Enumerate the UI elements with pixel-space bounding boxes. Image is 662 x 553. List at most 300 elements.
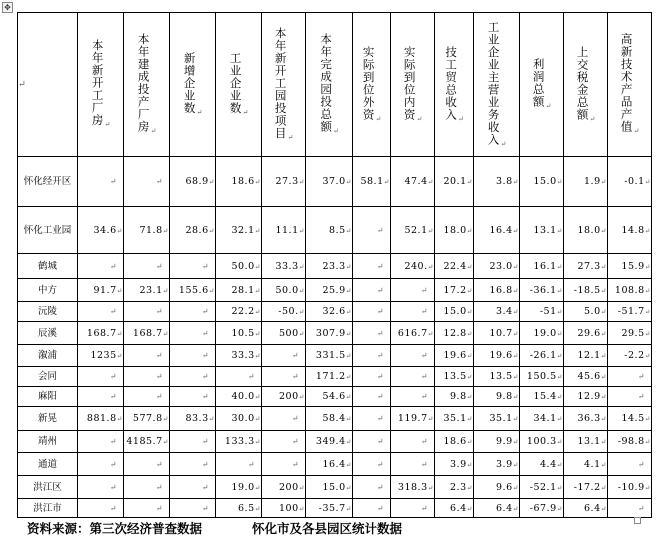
cell-end-mark: ↵: [254, 438, 261, 446]
table-row: [18, 345, 652, 367]
data-cell: [564, 407, 608, 431]
table-row: [18, 279, 652, 302]
cell-end-mark: ↵: [600, 504, 607, 513]
cell-end-mark: ↵: [644, 352, 651, 360]
data-cell: [306, 157, 353, 207]
cell-value: 18.0: [443, 224, 467, 236]
empty-cell: ↵: [170, 431, 216, 453]
cell-end-mark: ↵: [298, 393, 305, 401]
data-cell: [216, 345, 262, 367]
cell-value: 10.5: [231, 327, 255, 339]
empty-cell: ↵: [391, 367, 435, 387]
data-cell: [520, 476, 564, 499]
data-cell: [474, 453, 520, 476]
data-cell: [306, 453, 353, 476]
cell-end-mark: ↵: [600, 262, 607, 271]
data-cell: [216, 499, 262, 518]
cell-end-mark: ↵: [345, 178, 352, 186]
cell-end-mark: ↵: [254, 352, 261, 360]
empty-cell: ↵: [170, 345, 216, 367]
cell-value: 32.1: [231, 224, 255, 236]
data-cell: [520, 207, 564, 254]
cell-end-mark: ↵: [345, 393, 352, 401]
cell-end-mark: ↵: [162, 329, 169, 338]
cell-end-mark: ↵: [208, 178, 215, 186]
cell-value: 1235: [90, 350, 117, 361]
data-cell: [216, 387, 262, 407]
empty-cell: ↵: [262, 407, 306, 431]
cell-value: -51: [539, 306, 557, 317]
column-header: [564, 13, 608, 157]
cell-end-mark: ↵: [150, 127, 157, 135]
data-cell: [435, 387, 474, 407]
cell-end-mark: ↵: [512, 460, 519, 469]
cell-value: 34.1: [533, 413, 557, 424]
data-cell: [608, 254, 652, 279]
data-cell: [216, 476, 262, 499]
empty-cell: ↵: [124, 453, 170, 476]
empty-cell: ↵: [216, 367, 262, 387]
data-cell: [391, 322, 435, 345]
cell-value: 50.0: [275, 284, 299, 296]
data-cell: [124, 322, 170, 345]
cell-end-mark: ↵: [644, 226, 651, 235]
table-row: [18, 322, 652, 345]
data-cell: [474, 387, 520, 407]
empty-cell: ↵: [353, 499, 391, 518]
cell-value: 16.4: [322, 458, 346, 470]
cell-value: 11.1: [275, 224, 299, 236]
table-row: [18, 476, 652, 499]
cell-value: 19.0: [231, 481, 255, 493]
cell-end-mark: ↵: [345, 262, 352, 271]
empty-cell: ↵: [78, 476, 124, 499]
data-cell: [608, 207, 652, 254]
empty-cell: ↵: [391, 387, 435, 407]
column-header-label: 本年新开工园投项目: [273, 26, 288, 140]
empty-cell: ↵: [216, 453, 262, 476]
cell-value: 4.1: [584, 458, 601, 470]
data-cell: [474, 407, 520, 431]
cell-value: 15.0: [322, 481, 346, 493]
empty-cell: ↵: [262, 367, 306, 387]
column-header: [353, 13, 391, 157]
cell-end-mark: ↵: [644, 308, 651, 316]
column-header: [124, 13, 170, 157]
cell-value: 9.8: [496, 391, 513, 402]
cell-end-mark: ↵: [512, 504, 519, 513]
empty-cell: ↵: [170, 367, 216, 387]
cell-end-mark: ↵: [116, 415, 123, 423]
cell-end-mark: ↵: [600, 308, 607, 316]
data-cell: [306, 254, 353, 279]
data-cell: [306, 431, 353, 453]
row-label: 靖州: [18, 431, 78, 453]
cell-value: 35.1: [443, 413, 467, 424]
data-cell: [608, 302, 652, 322]
cell-end-mark: ↵: [466, 438, 473, 446]
header-row: [18, 13, 652, 157]
cell-end-mark: ↵: [556, 226, 563, 235]
cell-end-mark: ↵: [345, 226, 352, 235]
row-label: 怀化工业园: [18, 207, 78, 254]
cell-value: 14.5: [621, 413, 645, 424]
table-row: [18, 431, 652, 453]
cell-end-mark: ↵: [345, 329, 352, 338]
empty-cell: ↵: [353, 476, 391, 499]
cell-end-mark: ↵: [600, 329, 607, 338]
data-cell: [262, 157, 306, 207]
cell-end-mark: ↵: [512, 352, 519, 360]
cell-end-mark: ↵: [345, 483, 352, 492]
cell-end-mark: ↵: [162, 286, 169, 295]
cell-end-mark: ↵: [254, 262, 261, 271]
data-cell: [520, 407, 564, 431]
cell-value: 16.4: [489, 224, 513, 236]
cell-value: 15.0: [443, 306, 467, 317]
empty-cell: ↵: [353, 453, 391, 476]
data-cell: [306, 302, 353, 322]
data-cell: [564, 157, 608, 207]
empty-cell: ↵: [608, 499, 652, 518]
empty-cell: ↵: [78, 157, 124, 207]
source-footer: [27, 519, 647, 537]
cell-value: 13.5: [443, 371, 467, 382]
cell-end-mark: ↵: [512, 329, 519, 338]
cell-value: 168.7: [86, 327, 117, 339]
cell-value: 54.6: [322, 391, 346, 402]
source-label: 资料来源：第三次经济普查数据: [27, 521, 203, 536]
cell-value: 307.9: [315, 327, 346, 339]
data-cell: [474, 302, 520, 322]
empty-cell: ↵: [124, 387, 170, 407]
cell-end-mark: ↵: [162, 226, 169, 235]
empty-cell: ↵: [353, 254, 391, 279]
cell-value: 45.6: [577, 371, 601, 382]
cell-value: 318.3: [397, 481, 428, 493]
cell-value: 91.7: [93, 284, 117, 296]
data-cell: [608, 157, 652, 207]
cell-end-mark: ↵: [287, 133, 294, 142]
cell-value: 29.5: [621, 327, 645, 339]
cell-end-mark: ↵: [298, 504, 305, 513]
column-header-label: 实际到位外资: [361, 45, 376, 121]
cell-value: 30.0: [231, 413, 255, 424]
empty-cell: ↵: [170, 453, 216, 476]
row-label: 鹤城: [18, 254, 78, 279]
row-label: 通道: [18, 453, 78, 476]
cell-value: 577.8: [132, 413, 163, 424]
empty-cell: ↵: [78, 302, 124, 322]
cell-end-mark: ↵: [427, 329, 434, 338]
column-header-label: 工业企业数: [228, 51, 243, 115]
table-move-handle[interactable]: ✥: [2, 2, 13, 13]
column-header-label: 本年建成投产厂房: [136, 33, 151, 133]
cell-end-mark: ↵: [633, 127, 640, 135]
cell-end-mark: ↵: [466, 286, 473, 295]
data-cell: [391, 407, 435, 431]
empty-cell: ↵: [608, 367, 652, 387]
data-cell: [391, 207, 435, 254]
cell-end-mark: ↵: [545, 102, 552, 110]
data-cell: [306, 387, 353, 407]
column-header: [262, 13, 306, 157]
data-cell: [520, 279, 564, 302]
data-cell: [170, 157, 216, 207]
data-cell: [78, 322, 124, 345]
data-cell: [520, 322, 564, 345]
cell-end-mark: ↵: [116, 286, 123, 295]
data-cell: [262, 476, 306, 499]
column-header-label: 新增企业数: [182, 51, 197, 115]
data-cell: [474, 345, 520, 367]
cell-end-mark: ↵: [556, 393, 563, 401]
column-header: [78, 13, 124, 157]
empty-cell: ↵: [170, 499, 216, 518]
data-cell: [608, 345, 652, 367]
data-cell: [306, 345, 353, 367]
data-cell: [435, 453, 474, 476]
cell-value: 6.4: [584, 502, 601, 514]
cell-value: 27.3: [577, 260, 601, 272]
empty-cell: ↵: [170, 254, 216, 279]
cell-end-mark: ↵: [162, 438, 169, 446]
cell-end-mark: ↵: [345, 460, 352, 469]
cell-value: 108.8: [614, 284, 645, 296]
row-label: 洪江市: [18, 499, 78, 518]
cell-value: 32.6: [322, 306, 346, 317]
data-cell: [520, 453, 564, 476]
cell-end-mark: ↵: [254, 483, 261, 492]
cell-value: -98.8: [617, 436, 645, 447]
cell-value: 12.1: [577, 350, 601, 361]
data-cell: [474, 254, 520, 279]
empty-cell: ↵: [353, 387, 391, 407]
cell-value: 3.8: [496, 176, 513, 187]
cell-value: 240.: [404, 260, 428, 272]
cell-end-mark: ↵: [416, 114, 423, 123]
cell-value: 68.9: [185, 176, 209, 187]
cell-value: 2.3: [450, 481, 467, 493]
data-cell: [435, 345, 474, 367]
cell-value: -18.5: [573, 284, 601, 296]
cell-end-mark: ↵: [589, 114, 596, 123]
row-label: 会同: [18, 367, 78, 387]
data-cell: [435, 157, 474, 207]
data-cell: [435, 367, 474, 387]
cell-end-mark: ↵: [345, 504, 352, 513]
cell-end-mark: ↵: [375, 114, 382, 123]
cell-value: 19.0: [533, 327, 557, 339]
data-cell: [391, 476, 435, 499]
data-cell: [262, 499, 306, 518]
cell-end-mark: ↵: [556, 483, 563, 492]
table-row: [18, 254, 652, 279]
cell-value: 15.4: [533, 391, 557, 402]
data-cell: [608, 476, 652, 499]
column-header: [435, 13, 474, 157]
cell-value: -35.7: [318, 502, 346, 514]
data-cell: [306, 476, 353, 499]
cell-value: -0.1: [624, 176, 645, 187]
column-header: [170, 13, 216, 157]
cell-end-mark: ↵: [254, 504, 261, 513]
cell-value: 349.4: [315, 436, 346, 447]
cell-value: 47.4: [404, 176, 428, 187]
cell-end-mark: ↵: [196, 108, 203, 117]
cell-end-mark: ↵: [556, 262, 563, 271]
cell-end-mark: ↵: [556, 352, 563, 360]
empty-cell: ↵: [124, 157, 170, 207]
cell-end-mark: ↵: [466, 308, 473, 316]
data-cell: [474, 431, 520, 453]
data-cell: [474, 367, 520, 387]
cell-value: 12.8: [443, 327, 467, 339]
cell-value: 3.4: [496, 306, 513, 317]
empty-cell: ↵: [78, 387, 124, 407]
cell-value: 4.4: [540, 458, 557, 470]
data-cell: [435, 499, 474, 518]
column-header: [306, 13, 353, 157]
column-header-label: 工业企业主营业务收入: [486, 20, 501, 146]
cell-value: 10.7: [489, 327, 513, 339]
cell-value: 34.6: [93, 224, 117, 236]
data-cell: [564, 431, 608, 453]
cell-value: 15.9: [621, 260, 645, 272]
cell-end-mark: ↵: [556, 504, 563, 513]
cell-end-mark: ↵: [644, 178, 651, 186]
cell-end-mark: ↵: [512, 483, 519, 492]
data-cell: [608, 322, 652, 345]
data-cell: [78, 207, 124, 254]
data-cell: [391, 254, 435, 279]
cell-end-mark: ↵: [298, 329, 305, 338]
cell-end-mark: ↵: [600, 393, 607, 401]
data-cell: [564, 207, 608, 254]
cell-end-mark: ↵: [600, 373, 607, 381]
row-label: 溆浦: [18, 345, 78, 367]
cell-end-mark: ↵: [427, 178, 434, 186]
data-cell: [216, 431, 262, 453]
cell-value: 500: [278, 327, 299, 339]
table-row: [18, 407, 652, 431]
cell-value: 23.1: [139, 284, 163, 296]
data-cell: [306, 407, 353, 431]
cell-end-mark: ↵: [556, 308, 563, 316]
cell-value: 119.7: [397, 413, 428, 424]
empty-cell: ↵: [608, 453, 652, 476]
data-cell: [306, 367, 353, 387]
cell-end-mark: ↵: [254, 286, 261, 295]
cell-value: 19.6: [443, 350, 467, 361]
empty-cell: ↵: [124, 345, 170, 367]
table-row: [18, 387, 652, 407]
cell-value: 29.6: [577, 327, 601, 339]
data-cell: [170, 407, 216, 431]
data-cell: [216, 407, 262, 431]
empty-cell: ↵: [262, 431, 306, 453]
cell-end-mark: ↵: [458, 114, 464, 123]
cell-end-mark: ↵: [208, 286, 215, 295]
data-cell: [520, 157, 564, 207]
data-cell: [306, 322, 353, 345]
cell-value: 133.3: [224, 436, 255, 447]
cell-end-mark: ↵: [298, 483, 305, 492]
cell-end-mark: ↵: [500, 139, 507, 148]
cell-value: -36.1: [529, 284, 557, 296]
cell-end-mark: ↵: [600, 415, 607, 423]
column-header: [608, 13, 652, 157]
cell-value: 18.6: [443, 436, 467, 447]
table-body: [18, 157, 652, 518]
cell-end-mark: ↵: [600, 178, 607, 186]
cell-end-mark: ↵: [254, 329, 261, 338]
cell-end-mark: ↵: [345, 415, 352, 423]
cell-value: 9.9: [496, 436, 513, 447]
empty-cell: ↵: [170, 387, 216, 407]
data-cell: [262, 207, 306, 254]
data-cell: [435, 431, 474, 453]
cell-value: 58.1: [360, 176, 384, 187]
cell-value: -17.2: [573, 481, 601, 493]
data-cell: [216, 157, 262, 207]
empty-cell: ↵: [353, 431, 391, 453]
cell-end-mark: ↵: [466, 415, 473, 423]
cell-value: 28.1: [231, 284, 255, 296]
cell-end-mark: ↵: [466, 373, 473, 381]
empty-cell: ↵: [124, 476, 170, 499]
cell-end-mark: ↵: [466, 178, 473, 186]
data-cell: [435, 476, 474, 499]
cell-value: 150.5: [526, 371, 557, 382]
cell-end-mark: ↵: [600, 483, 607, 492]
cell-end-mark: ↵: [298, 262, 305, 271]
empty-cell: ↵: [391, 453, 435, 476]
row-label: 辰溪: [18, 322, 78, 345]
cell-end-mark: ↵: [345, 286, 352, 295]
data-cell: [608, 431, 652, 453]
cell-end-mark: ↵: [116, 226, 123, 235]
cell-value: 616.7: [397, 327, 428, 339]
cell-end-mark: ↵: [427, 415, 434, 423]
cell-end-mark: ↵: [345, 438, 352, 446]
cell-value: 12.9: [577, 391, 601, 402]
data-cell: [564, 322, 608, 345]
cell-value: 5.0: [584, 306, 601, 317]
empty-cell: ↵: [353, 407, 391, 431]
empty-cell: ↵: [608, 387, 652, 407]
empty-cell: ↵: [78, 499, 124, 518]
table-row: [18, 367, 652, 387]
cell-end-mark: ↵: [254, 415, 261, 423]
cell-value: 6.4: [450, 502, 467, 514]
cell-end-mark: ↵: [345, 308, 352, 316]
cell-end-mark: ↵: [116, 352, 123, 360]
cell-value: 18.0: [577, 224, 601, 236]
cell-value: 36.3: [577, 413, 601, 424]
cell-end-mark: ↵: [298, 286, 305, 295]
data-cell: [564, 367, 608, 387]
cell-end-mark: ↵: [466, 393, 473, 401]
empty-cell: ↵: [262, 453, 306, 476]
data-cell: [435, 254, 474, 279]
data-cell: [170, 279, 216, 302]
row-label: 洪江区: [18, 476, 78, 499]
cell-value: 23.0: [489, 260, 513, 272]
cell-value: 27.3: [275, 176, 299, 187]
cell-end-mark: ↵: [466, 352, 473, 360]
cell-end-mark: ↵: [427, 226, 434, 235]
